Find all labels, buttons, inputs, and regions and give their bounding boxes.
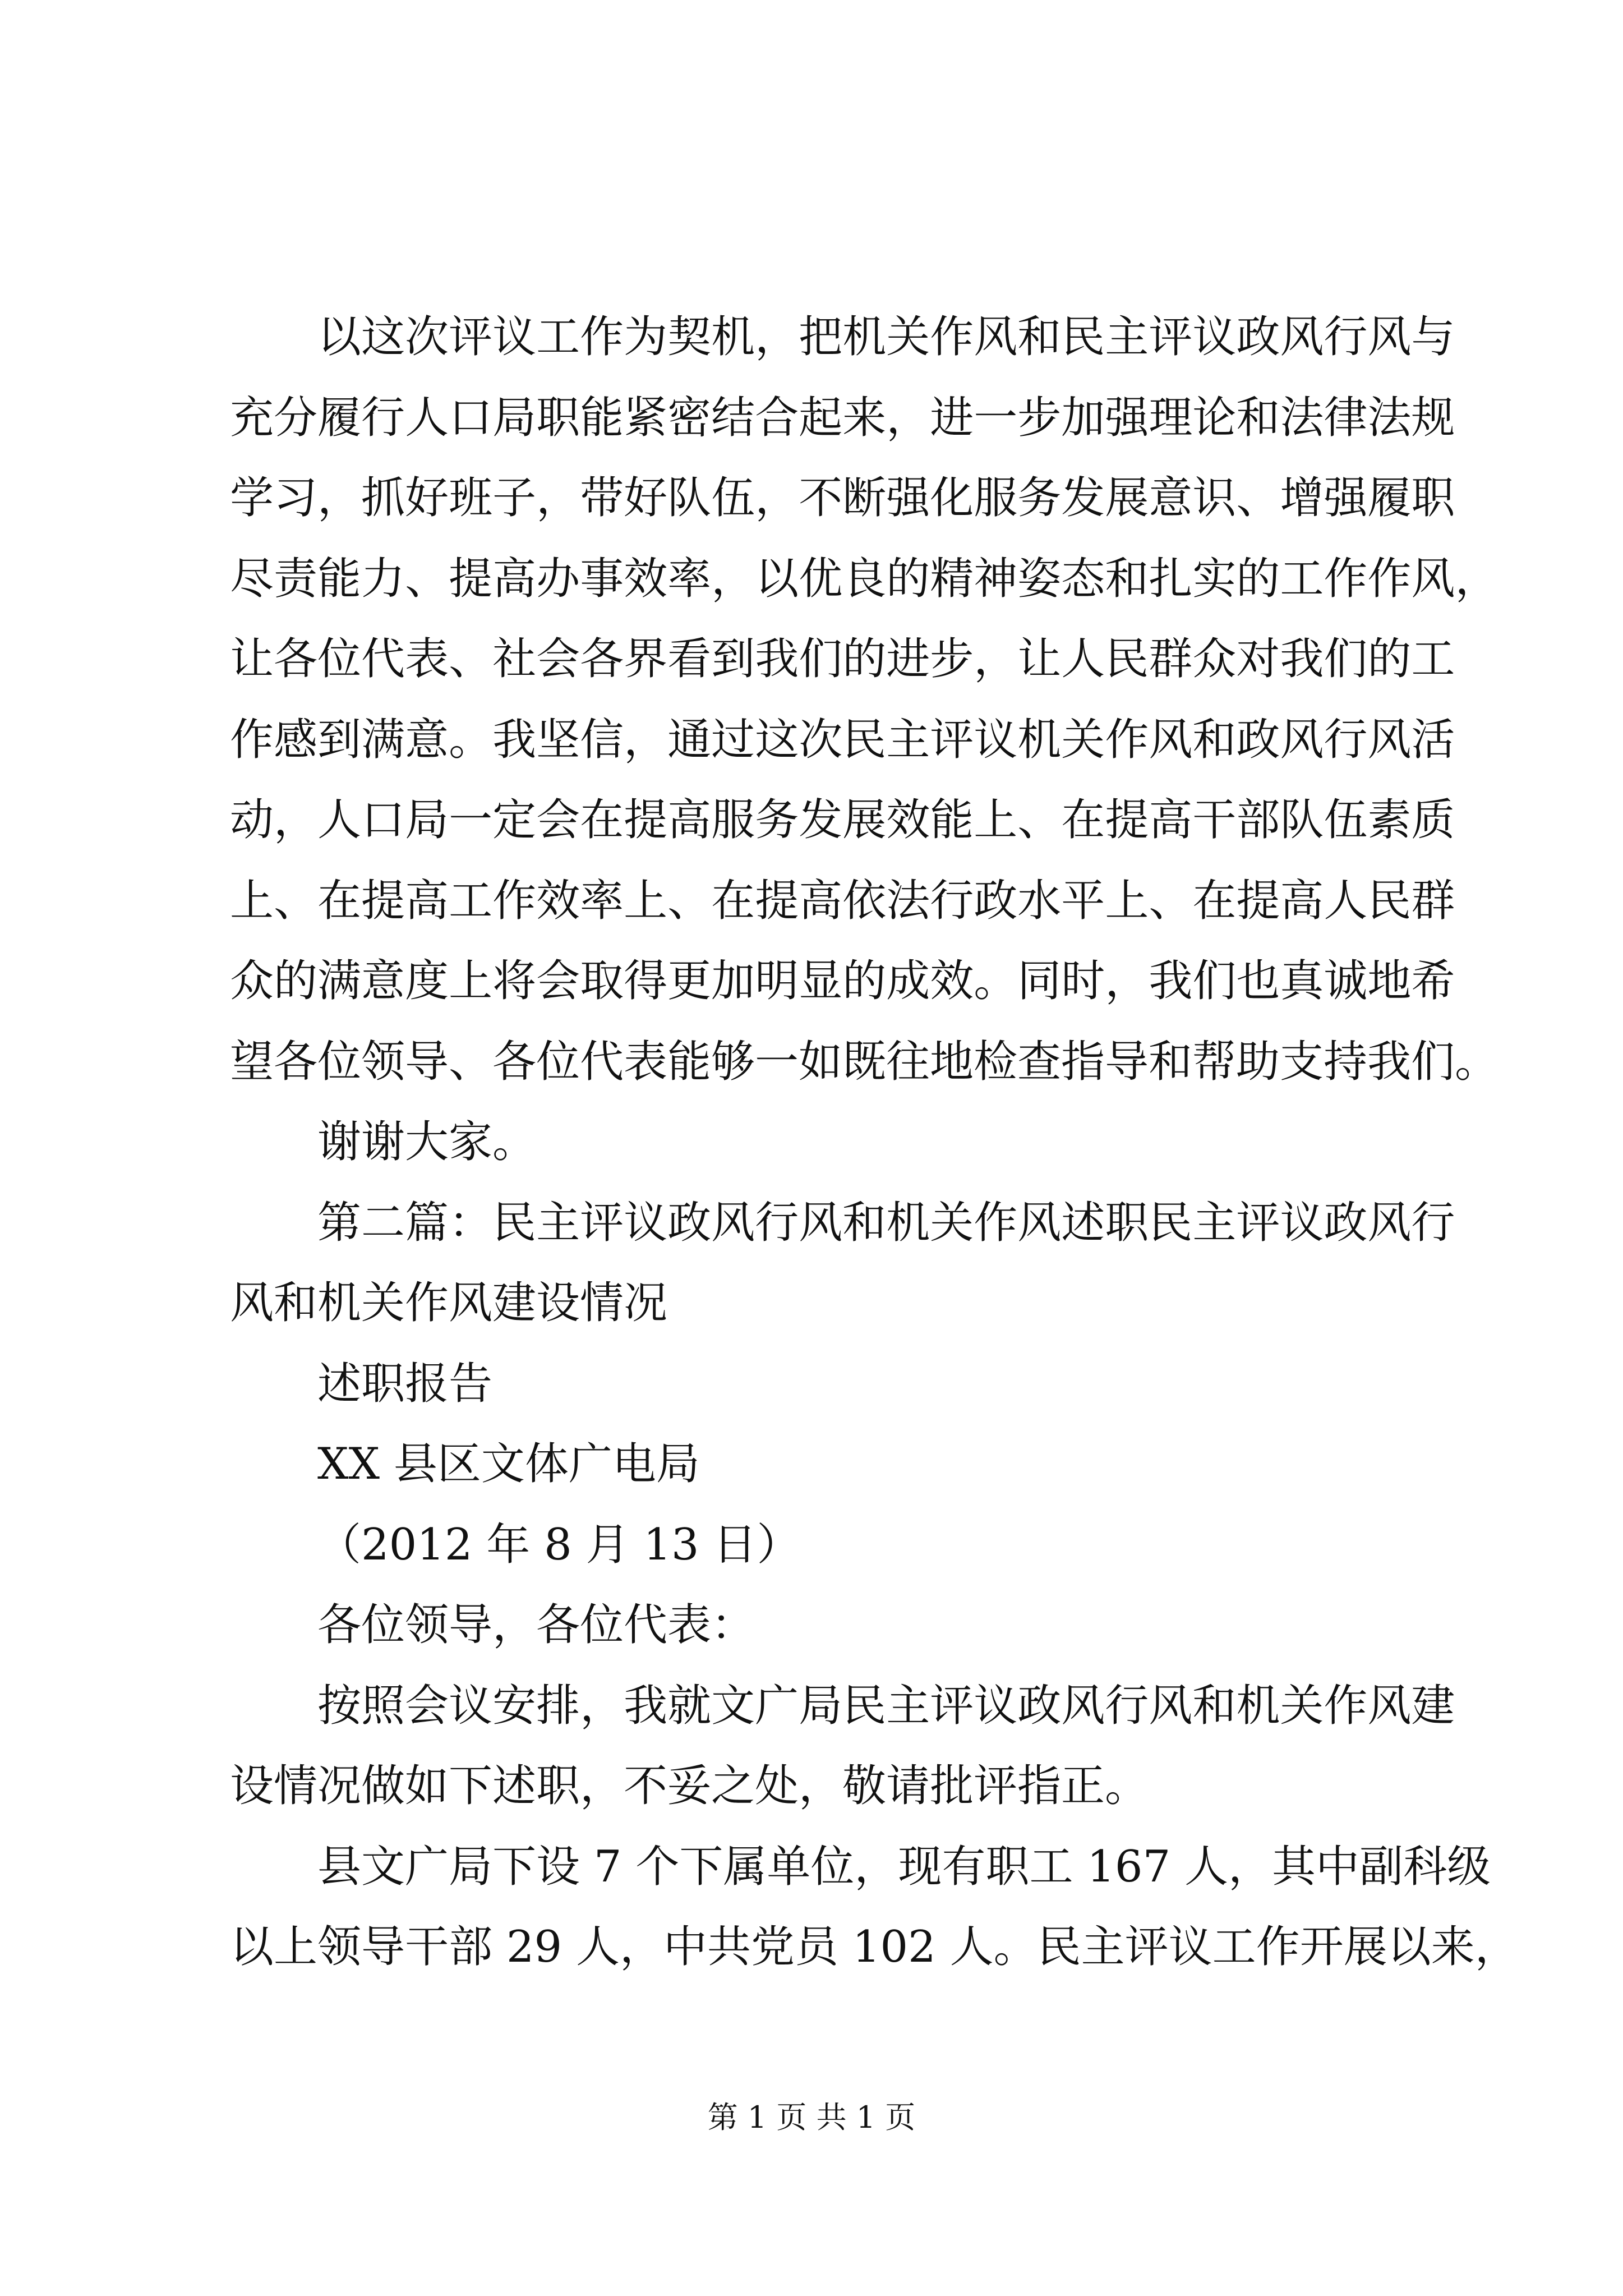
paragraph-1-line: 上 、 在 提 高 工 作 效 率 上 、 在 提 高 依 法 行 政 水 平 上 、 在 提 高 人 民 群 xyxy=(230,875,1455,926)
paragraph-1-line: 尽 责 能 力 、 提 高 办 事 效 率 ， 以 优 良 的 精 神 姿 态 和 扎 实 的 工 作 作 风 ， xyxy=(230,553,1499,604)
report-title: 述职报告 xyxy=(317,1358,493,1409)
paragraph-2 xyxy=(230,1666,1455,1827)
paragraph-1-line: 众 的 满 意 度 上 将 会 取 得 更 加 明 显 的 成 效 。 同 时 ， 我 们 也 真 诚 地 希 xyxy=(230,956,1455,1006)
paragraph-1-line: 望各位领导、各位代表能够一如既往地检查指导和帮助支持我们。 xyxy=(230,1036,1499,1087)
paragraph-2-line: 设情况做如下述职，不妥之处，敬请批评指正。 xyxy=(230,1761,1149,1811)
paragraph-1-line: 充 分 履 行 人 口 局 职 能 紧 密 结 合 起 来 ， 进 一 步 加 强 理 论 和 法 律 法 规 xyxy=(230,392,1455,443)
section-title-line: 风和机关作风建设情况 xyxy=(230,1278,668,1328)
paragraph-1-line: 作 感 到 满 意 。 我 坚 信 ， 通 过 这 次 民 主 评 议 机 关 作 风 和 政 风 行 风 活 xyxy=(230,714,1455,765)
paragraph-1-line: 让 各 位 代 表 、 社 会 各 界 看 到 我 们 的 进 步 ， 让 人 民 群 众 对 我 们 的 工 xyxy=(230,634,1455,684)
paragraph-2-line: 按 照 会 议 安 排 ， 我 就 文 广 局 民 主 评 议 政 风 行 风 和 机 关 作 风 建 xyxy=(317,1680,1455,1731)
page-footer: 第 1 页 共 1 页 xyxy=(707,2100,916,2135)
document-body xyxy=(230,297,1519,1988)
paragraph-1-line: 以 这 次 评 议 工 作 为 契 机 ， 把 机 关 作 风 和 民 主 评 议 政 风 行 风 与 xyxy=(317,312,1455,362)
thanks-line: 谢谢大家。 xyxy=(317,1117,537,1167)
organization-name: XX 县区文体广电局 xyxy=(317,1439,700,1489)
paragraph-3-line: 县 文 广 局 下 设 7 个 下 属 单 位 ， 现 有 职 工 1 6 7 人 ， 其 中 副 科 级 xyxy=(317,1841,1491,1892)
section-title xyxy=(230,1183,1455,1344)
paragraph-1-line: 动 ， 人 口 局 一 定 会 在 提 高 服 务 发 展 效 能 上 、 在 提 高 干 部 队 伍 素 质 xyxy=(230,795,1455,845)
paragraph-1 xyxy=(230,297,1499,1102)
paragraph-3 xyxy=(230,1827,1519,1988)
paragraph-3-line: 以 上 领 导 干 部 2 9 人 ， 中 共 党 员 1 0 2 人 。 民 主 评 议 工 作 开 展 以 来 ， xyxy=(230,1922,1519,1972)
paragraph-1-line: 学 习 ， 抓 好 班 子 ， 带 好 队 伍 ， 不 断 强 化 服 务 发 展 意 识 、 增 强 履 职 xyxy=(230,473,1455,523)
section-title-line: 第 二 篇 ： 民 主 评 议 政 风 行 风 和 机 关 作 风 述 职 民 主 评 议 政 风 行 xyxy=(317,1197,1455,1248)
report-date: （2012 年 8 月 13 日） xyxy=(317,1519,801,1570)
salutation: 各位领导，各位代表： xyxy=(317,1600,755,1650)
